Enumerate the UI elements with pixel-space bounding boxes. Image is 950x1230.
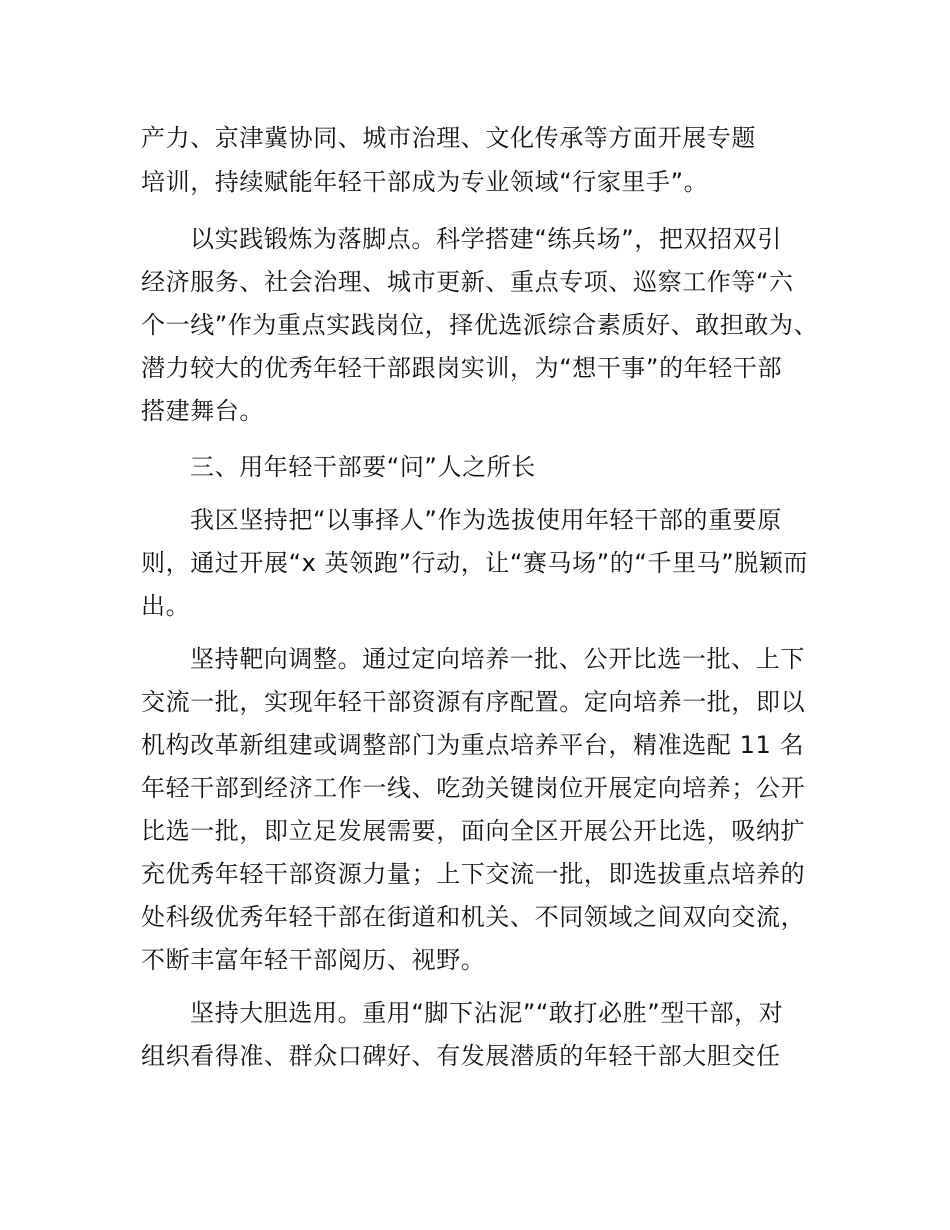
- paragraph-start-line: 坚持大胆选用。重用“脚下沾泥”“敢打必胜”型干部，对: [190, 999, 784, 1027]
- text-line: 出。: [141, 592, 191, 620]
- text-line: 潜力较大的优秀年轻干部跟岗实训，为“想干事”的年轻干部: [141, 354, 783, 382]
- text-line: 个一线”作为重点实践岗位，择优选派综合素质好、敢担敢为、: [141, 311, 819, 339]
- text-line: 交流一批，实现年轻干部资源有序配置。定向培养一批，即以: [141, 688, 806, 716]
- section-heading: 三、用年轻干部要“问”人之所长: [190, 453, 536, 481]
- text-line: 不断丰富年轻干部阅历、视野。: [141, 946, 486, 974]
- paragraph-start-line: 我区坚持把“以事择人”作为选拔使用年轻干部的重要原: [190, 506, 782, 534]
- text-line: 经济服务、社会治理、城市更新、重点专项、巡察工作等“六: [141, 268, 794, 296]
- text-line: 比选一批，即立足发展需要，面向全区开展公开比选，吸纳扩: [141, 817, 806, 845]
- text-line: 则，通过开展“x 英领跑”行动，让“赛马场”的“千里马”脱颖而: [141, 549, 809, 577]
- text-line: 年轻干部到经济工作一线、吃劲关键岗位开展定向培养；公开: [141, 774, 806, 802]
- text-line: 处科级优秀年轻干部在街道和机关、不同领域之间双向交流，: [141, 903, 806, 931]
- text-line: 机构改革新组建或调整部门为重点培养平台，精准选配 11 名: [141, 731, 805, 759]
- paragraph-start-line: 以实践锻炼为落脚点。科学搭建“练兵场”，把双招双引: [190, 225, 782, 253]
- text-line: 搭建舞台。: [141, 397, 264, 425]
- text-line: 产力、京津冀协同、城市治理、文化传承等方面开展专题: [141, 124, 756, 152]
- paragraph-start-line: 坚持靶向调整。通过定向培养一批、公开比选一批、上下: [190, 645, 805, 673]
- text-line: 充优秀年轻干部资源力量；上下交流一批，即选拔重点培养的: [141, 860, 806, 888]
- text-line: 培训，持续赋能年轻干部成为专业领域“行家里手”。: [141, 168, 709, 196]
- text-line: 组织看得准、群众口碑好、有发展潜质的年轻干部大胆交任: [141, 1042, 781, 1070]
